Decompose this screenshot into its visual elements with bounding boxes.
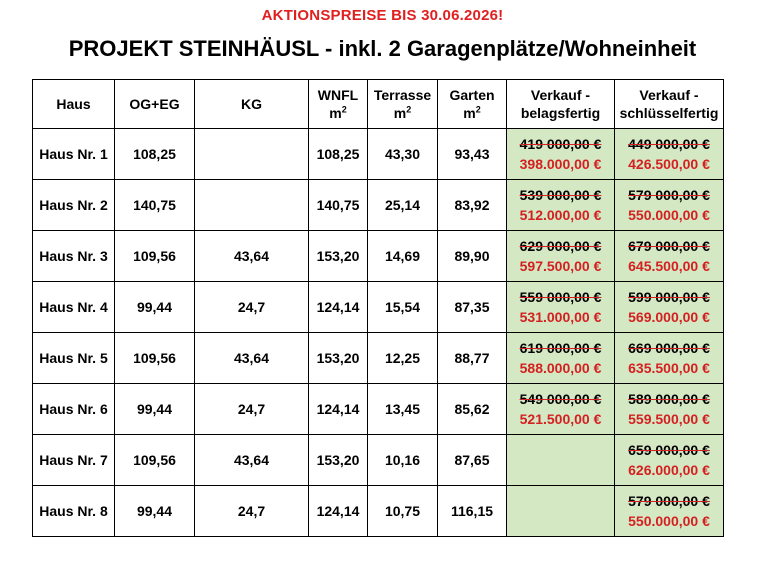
cell-terrasse: 43,30 [368,129,438,180]
cell-terrasse: 14,69 [368,231,438,282]
table-row [33,231,724,282]
new-price: 626.000,00 € [628,462,710,478]
cell-terrasse: 25,14 [368,180,438,231]
table-row [33,282,724,333]
cell-wnfl: 153,20 [309,333,368,384]
header-wnfl-unit: m [329,105,342,121]
header-garten-label: Garten [449,87,495,103]
cell-belagsfertig [507,282,615,333]
cell-belagsfertig [507,129,615,180]
header-terrasse [368,80,438,129]
cell-kg: 24,7 [195,384,309,435]
new-price: 635.500,00 € [628,360,710,376]
cell-wnfl: 124,14 [309,384,368,435]
cell-garten: 85,62 [438,384,507,435]
cell-schluesselfertig [615,333,724,384]
cell-belagsfertig [507,333,615,384]
new-price: 550.000,00 € [628,513,710,529]
cell-wnfl: 108,25 [309,129,368,180]
old-price: 449 000,00 € [628,136,710,152]
header-garten-unit-sup: 2 [475,104,481,115]
cell-haus: Haus Nr. 1 [33,129,115,180]
new-price: 550.000,00 € [628,207,710,223]
cell-schluesselfertig [615,435,724,486]
cell-garten: 88,77 [438,333,507,384]
header-wnfl-label: WNFL [317,87,359,103]
cell-schluesselfertig [615,180,724,231]
cell-schluesselfertig [615,231,724,282]
page-title: PROJEKT STEINHÄUSL - inkl. 2 Garagenplätze/Wohneinheit [68,36,697,61]
promo-banner: AKTIONSPREISE BIS 30.06.2026! [261,7,504,24]
old-price: 669 000,00 € [628,340,710,356]
cell-haus: Haus Nr. 4 [33,282,115,333]
cell-terrasse: 13,45 [368,384,438,435]
old-price: 679 000,00 € [628,238,710,254]
old-price: 619 000,00 € [519,340,602,356]
cell-og-eg: 99,44 [115,486,195,537]
old-price: 579 000,00 € [628,493,710,509]
header-schluesselfertig-line1: Verkauf - [639,87,699,103]
cell-og-eg: 109,56 [115,333,195,384]
table-row [33,129,724,180]
header-terrasse-label: Terrasse [373,87,432,103]
old-price: 629 000,00 € [519,238,602,254]
cell-garten: 87,65 [438,435,507,486]
cell-terrasse: 12,25 [368,333,438,384]
old-price: 579 000,00 € [628,187,710,203]
cell-haus: Haus Nr. 2 [33,180,115,231]
new-price: 645.500,00 € [628,258,710,274]
cell-belagsfertig [507,384,615,435]
cell-og-eg: 109,56 [115,435,195,486]
header-belagsfertig-line1: Verkauf - [530,87,591,103]
cell-wnfl: 153,20 [309,231,368,282]
cell-og-eg: 99,44 [115,384,195,435]
old-price: 539 000,00 € [519,187,602,203]
cell-haus: Haus Nr. 3 [33,231,115,282]
price-table [32,79,724,537]
cell-kg: 43,64 [195,231,309,282]
cell-garten: 87,35 [438,282,507,333]
header-schluesselfertig [615,80,724,129]
cell-og-eg: 99,44 [115,282,195,333]
cell-garten: 89,90 [438,231,507,282]
header-garten [438,80,507,129]
cell-kg: 43,64 [195,333,309,384]
cell-kg: 43,64 [195,435,309,486]
new-price: 398.000,00 € [519,156,602,172]
cell-schluesselfertig [615,384,724,435]
cell-kg [195,129,309,180]
cell-schluesselfertig [615,129,724,180]
cell-haus: Haus Nr. 7 [33,435,115,486]
new-price: 597.500,00 € [519,258,602,274]
cell-belagsfertig [507,435,615,486]
cell-og-eg: 140,75 [115,180,195,231]
cell-haus: Haus Nr. 8 [33,486,115,537]
old-price: 559 000,00 € [519,289,602,305]
new-price: 588.000,00 € [519,360,602,376]
old-price: 589 000,00 € [628,391,710,407]
new-price: 569.000,00 € [628,309,710,325]
table-row [33,486,724,537]
cell-og-eg: 108,25 [115,129,195,180]
cell-schluesselfertig [615,282,724,333]
cell-wnfl: 153,20 [309,435,368,486]
old-price: 549 000,00 € [519,391,602,407]
new-price: 521.500,00 € [519,411,602,427]
cell-belagsfertig [507,180,615,231]
old-price: 599 000,00 € [628,289,710,305]
table-row [33,180,724,231]
cell-belagsfertig [507,231,615,282]
cell-wnfl: 124,14 [309,282,368,333]
header-row [33,80,724,129]
cell-wnfl: 140,75 [309,180,368,231]
header-schluesselfertig-line2: schlüsselfertig [619,105,719,121]
cell-schluesselfertig [615,486,724,537]
table-row [33,384,724,435]
cell-garten: 93,43 [438,129,507,180]
cell-terrasse: 15,54 [368,282,438,333]
cell-kg: 24,7 [195,282,309,333]
header-kg: KG [195,80,309,129]
header-terrasse-unit-sup: 2 [406,104,412,115]
header-belagsfertig-line2: belagsfertig [520,105,601,121]
new-price: 426.500,00 € [628,156,710,172]
new-price: 512.000,00 € [519,207,602,223]
header-haus: Haus [33,80,115,129]
cell-terrasse: 10,75 [368,486,438,537]
cell-garten: 83,92 [438,180,507,231]
cell-kg: 24,7 [195,486,309,537]
header-wnfl [309,80,368,129]
cell-haus: Haus Nr. 5 [33,333,115,384]
header-belagsfertig [507,80,615,129]
header-garten-unit: m [463,105,476,121]
header-og-eg: OG+EG [115,80,195,129]
new-price: 531.000,00 € [519,309,602,325]
cell-terrasse: 10,16 [368,435,438,486]
cell-garten: 116,15 [438,486,507,537]
header-wnfl-unit-sup: 2 [341,104,347,115]
table-row [33,333,724,384]
cell-wnfl: 124,14 [309,486,368,537]
table-row [33,435,724,486]
cell-haus: Haus Nr. 6 [33,384,115,435]
cell-og-eg: 109,56 [115,231,195,282]
cell-belagsfertig [507,486,615,537]
old-price: 659 000,00 € [628,442,710,458]
cell-kg [195,180,309,231]
new-price: 559.500,00 € [628,411,710,427]
header-terrasse-unit: m [393,105,407,121]
old-price: 419 000,00 € [519,136,602,152]
